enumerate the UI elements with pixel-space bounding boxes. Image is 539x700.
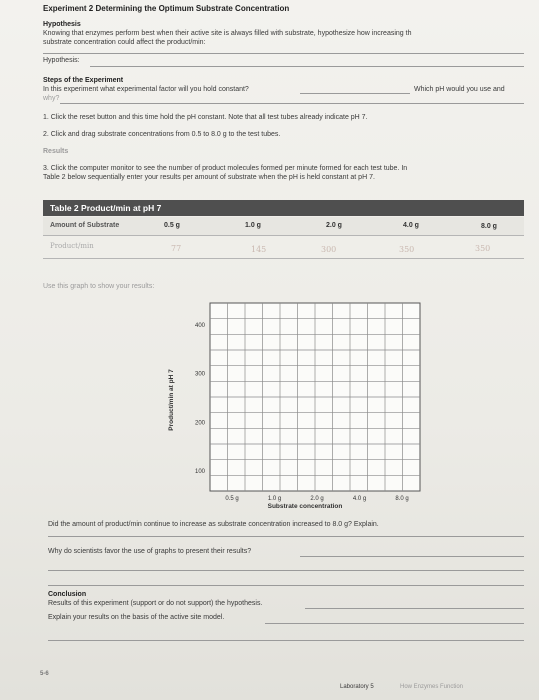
substrate-cell: 2.0 g (326, 222, 342, 229)
answer-line (48, 536, 524, 537)
step-1: 1. Click the reset button and this time hold the pH constant. Note that all test tubes already indicate pH 7. (43, 114, 368, 121)
conclusion-text-2: Explain your results on the basis of the active site model. (48, 614, 225, 621)
conclusion-text-1: Results of this experiment (support or do not support) the hypothesis. (48, 600, 263, 607)
step-question-1: In this experiment what experimental factor will you hold constant? (43, 86, 249, 93)
handwritten-value: 145 (251, 245, 267, 254)
table-header (43, 200, 524, 216)
answer-line (90, 66, 524, 67)
page-number: 5-6 (40, 671, 49, 677)
step-3a: 3. Click the computer monitor to see the number of product molecules formed per minute formed for each test tube. In (43, 165, 408, 172)
row-label-product: Product/min (50, 242, 94, 250)
step-3b: Table 2 below sequentially enter your results per amount of substrate when the pH is held constant at pH 7. (43, 174, 375, 181)
x-tick-label: 2.0 g (310, 496, 324, 502)
table-title: Table 2 Product/min at pH 7 (50, 203, 162, 213)
hypothesis-heading: Hypothesis (43, 21, 81, 28)
row-label-substrate: Amount of Substrate (50, 222, 120, 229)
results-heading: Results (43, 148, 69, 155)
hypothesis-label: Hypothesis: (43, 57, 80, 64)
y-axis-label: Product/min at pH 7 (168, 369, 175, 431)
x-axis-label: Substrate concentration (267, 503, 343, 510)
results-graph (150, 295, 440, 520)
handwritten-value: 350 (399, 245, 415, 254)
step-2: 2. Click and drag substrate concentrations from 0.5 to 8.0 g to the test tubes. (43, 131, 281, 138)
x-tick-label: 0.5 g (225, 496, 239, 502)
step-question-why: why? (43, 95, 60, 102)
answer-line (305, 608, 524, 609)
answer-line (43, 53, 524, 54)
answer-line (300, 556, 524, 557)
step-question-2: Which pH would you use and (414, 86, 505, 93)
graph-grid (210, 303, 420, 491)
answer-line (300, 93, 410, 94)
hypothesis-text-2: substrate concentration could affect the product/min: (43, 39, 206, 46)
y-tick-label: 400 (194, 323, 205, 329)
x-tick-label: 4.0 g (352, 496, 367, 502)
handwritten-value: 350 (475, 244, 491, 253)
substrate-cell: 1.0 g (245, 222, 261, 229)
substrate-cell: 0.5 g (164, 222, 180, 229)
footer-title: How Enzymes Function (400, 684, 464, 690)
answer-line (48, 640, 524, 641)
conclusion-heading: Conclusion (48, 591, 87, 598)
question-3: Did the amount of product/min continue to increase as substrate concentration increased to 8.0 g? Explain. (48, 521, 379, 528)
answer-line (48, 585, 524, 586)
steps-heading: Steps of the Experiment (43, 77, 124, 84)
graph-intro: Use this graph to show your results: (43, 283, 155, 290)
x-tick-label: 8.0 g (395, 496, 409, 502)
y-tick-label: 300 (194, 371, 205, 378)
answer-line (48, 570, 524, 571)
experiment-title: Experiment 2 Determining the Optimum Substrate Concentration (43, 4, 290, 13)
table-row-product (43, 236, 524, 259)
handwritten-value: 77 (171, 244, 182, 253)
substrate-cell: 4.0 g (403, 222, 419, 229)
y-tick-label: 100 (194, 469, 205, 475)
x-tick-label: 1.0 g (267, 496, 282, 502)
handwritten-value: 300 (321, 245, 337, 254)
answer-line (60, 103, 524, 104)
answer-line (265, 623, 524, 624)
question-4: Why do scientists favor the use of graphs to present their results? (48, 548, 252, 555)
footer-lab: Laboratory 5 (340, 684, 374, 690)
hypothesis-text-1: Knowing that enzymes perform best when their active site is always filled with substrate, hypothesize how increasing th (43, 30, 412, 37)
substrate-cell: 8.0 g (481, 223, 497, 230)
table-row-substrate (43, 217, 524, 236)
y-tick-label: 200 (194, 420, 205, 427)
